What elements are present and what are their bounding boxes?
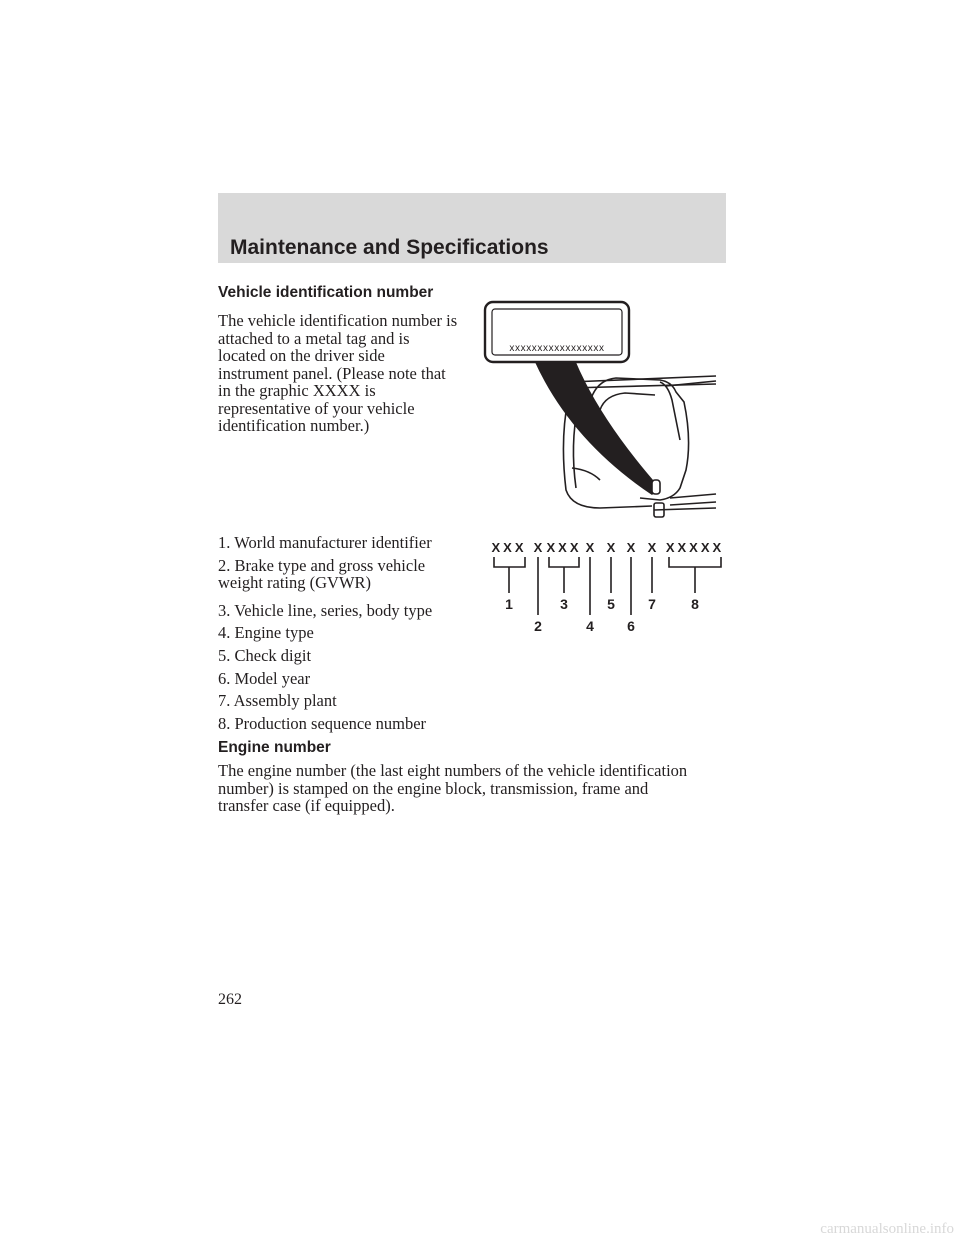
vin-paragraph-line: instrument panel. (Please note that [218,363,446,383]
vin-group-text: X [626,540,636,555]
vin-callout-number: 1 [505,596,513,612]
vin-callout-number: 7 [648,596,656,612]
vin-paragraph-line: identification number.) [218,416,370,435]
vin-paragraph [218,312,457,435]
vin-heading: Vehicle identification number [218,284,434,301]
vin-group-text: XXX [546,540,582,555]
vin-legend-item: 6. Model year [218,668,311,688]
vin-group-text: XXX [491,540,527,555]
vin-legend-list [218,534,432,738]
vin-legend-item: 7. Assembly plant [218,691,337,711]
vin-group-text: X [585,540,595,555]
engine-paragraph-line: The engine number (the last eight numbers of the vehicle identification [218,761,688,780]
vin-callout-number: 6 [627,618,635,634]
vin-legend-item: 2. Brake type and gross vehicle weight rating (GVWR) [218,555,426,593]
vin-callout-number: 4 [586,618,594,634]
vin-tag-text: xxxxxxxxxxxxxxxxx [509,343,605,354]
vin-paragraph-line: The vehicle identification number is [218,311,458,330]
engine-paragraph [218,762,687,815]
page-number: 262 [218,991,242,1008]
vin-callout-number: 5 [607,596,615,612]
vin-paragraph-line: located on the driver side [218,346,385,365]
engine-paragraph-line: transfer case (if equipped). [218,796,395,815]
vin-legend-item: 5. Check digit [218,646,312,666]
vin-paragraph-line: in the graphic XXXX is [218,381,376,400]
vin-breakdown-diagram [480,530,730,645]
section-header [218,193,726,263]
vin-legend-item: 8. Production sequence number [218,714,427,734]
vin-group-text: X [647,540,657,555]
vin-group-text: XXXXX [665,540,725,555]
vin-legend-item: 3. Vehicle line, series, body type [218,600,433,620]
vin-callout-number: 8 [691,596,699,612]
vin-paragraph-line: attached to a metal tag and is [218,328,410,348]
vin-legend-item: 1. World manufacturer identifier [218,533,432,552]
watermark: carmanualsonline.info [820,1221,954,1237]
vin-callout-number: 3 [560,596,568,612]
vin-group-text: X [606,540,616,555]
vin-legend-item: 4. Engine type [218,623,314,643]
vin-paragraph-line: representative of your vehicle [218,398,415,418]
section-title: Maintenance and Specifications [230,236,549,259]
vin-group-text: X [533,540,543,555]
vin-callout-number: 2 [534,618,542,634]
engine-heading: Engine number [218,739,331,756]
engine-paragraph-line: number) is stamped on the engine block, transmission, frame and [218,778,649,798]
vin-location-illustration [470,295,730,525]
